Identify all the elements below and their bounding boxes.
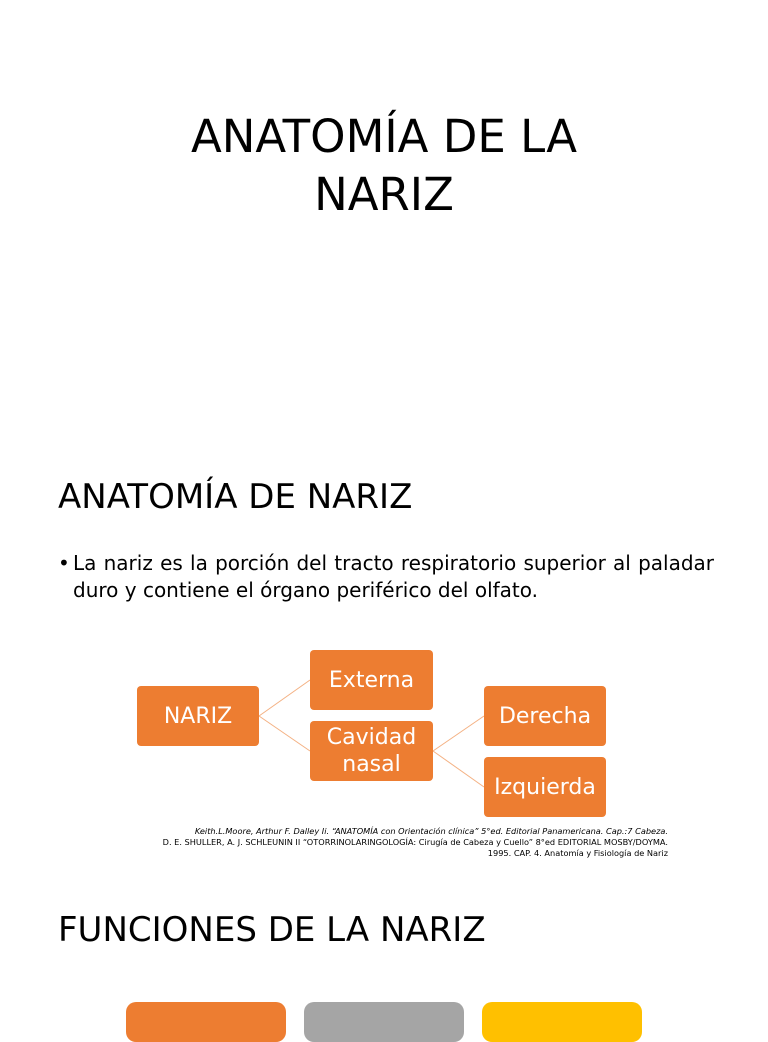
presentation-title — [84, 108, 684, 224]
node-externa-label: Externa — [328, 667, 415, 693]
node-cavidad-nasal-label: Cavidad nasal — [326, 725, 417, 777]
connector-nariz-cavidad — [259, 716, 310, 751]
node-externa — [310, 650, 433, 710]
bullet-text: La nariz es la porción del tracto respiratorio superior al paladar duro y contiene el órgano periférico del olfato. — [73, 551, 714, 602]
functions-heading: FUNCIONES DE LA NARIZ — [58, 910, 486, 950]
title-slide — [0, 0, 768, 440]
functions-slide — [0, 880, 768, 1024]
reference-3: 1995. CAP. 4. Anatomía y Fisiología de Nariz — [487, 848, 668, 858]
anatomy-slide — [0, 440, 768, 880]
node-nariz-label: NARIZ — [163, 703, 233, 729]
references — [108, 826, 668, 859]
node-derecha — [484, 686, 606, 746]
function-box-orange — [126, 1002, 286, 1042]
reference-2: D. E. SHULLER, A. J. SCHLEUNIN II “OTORRINOLARINGOLOGÍA: Cirugía de Cabeza y Cuello” 8°ed EDITORIAL MOSBY/DOYMA. — [162, 837, 668, 847]
node-izquierda — [484, 757, 606, 817]
node-derecha-label: Derecha — [498, 703, 592, 729]
function-box-gray — [304, 1002, 464, 1042]
reference-1: Keith.L.Moore, Arthur F. Dalley Ii. “ANATOMÍA con Orientación clínica” 5°ed. Editorial Panamericana. Cap.:7 Cabeza. — [194, 826, 668, 836]
node-izquierda-label: Izquierda — [494, 774, 596, 800]
title-line-1: ANATOMÍA DE LA — [190, 110, 578, 163]
node-nariz — [137, 686, 259, 746]
connector-nariz-externa — [259, 680, 310, 716]
function-box-gold — [482, 1002, 642, 1042]
node-cavidad-nasal — [310, 721, 433, 781]
connector-cavidad-derecha — [433, 716, 484, 751]
connector-cavidad-izquierda — [433, 751, 484, 787]
title-line-2: NARIZ — [314, 168, 454, 221]
anatomy-heading: ANATOMÍA DE NARIZ — [58, 477, 413, 517]
bullet-marker: • — [58, 551, 70, 575]
